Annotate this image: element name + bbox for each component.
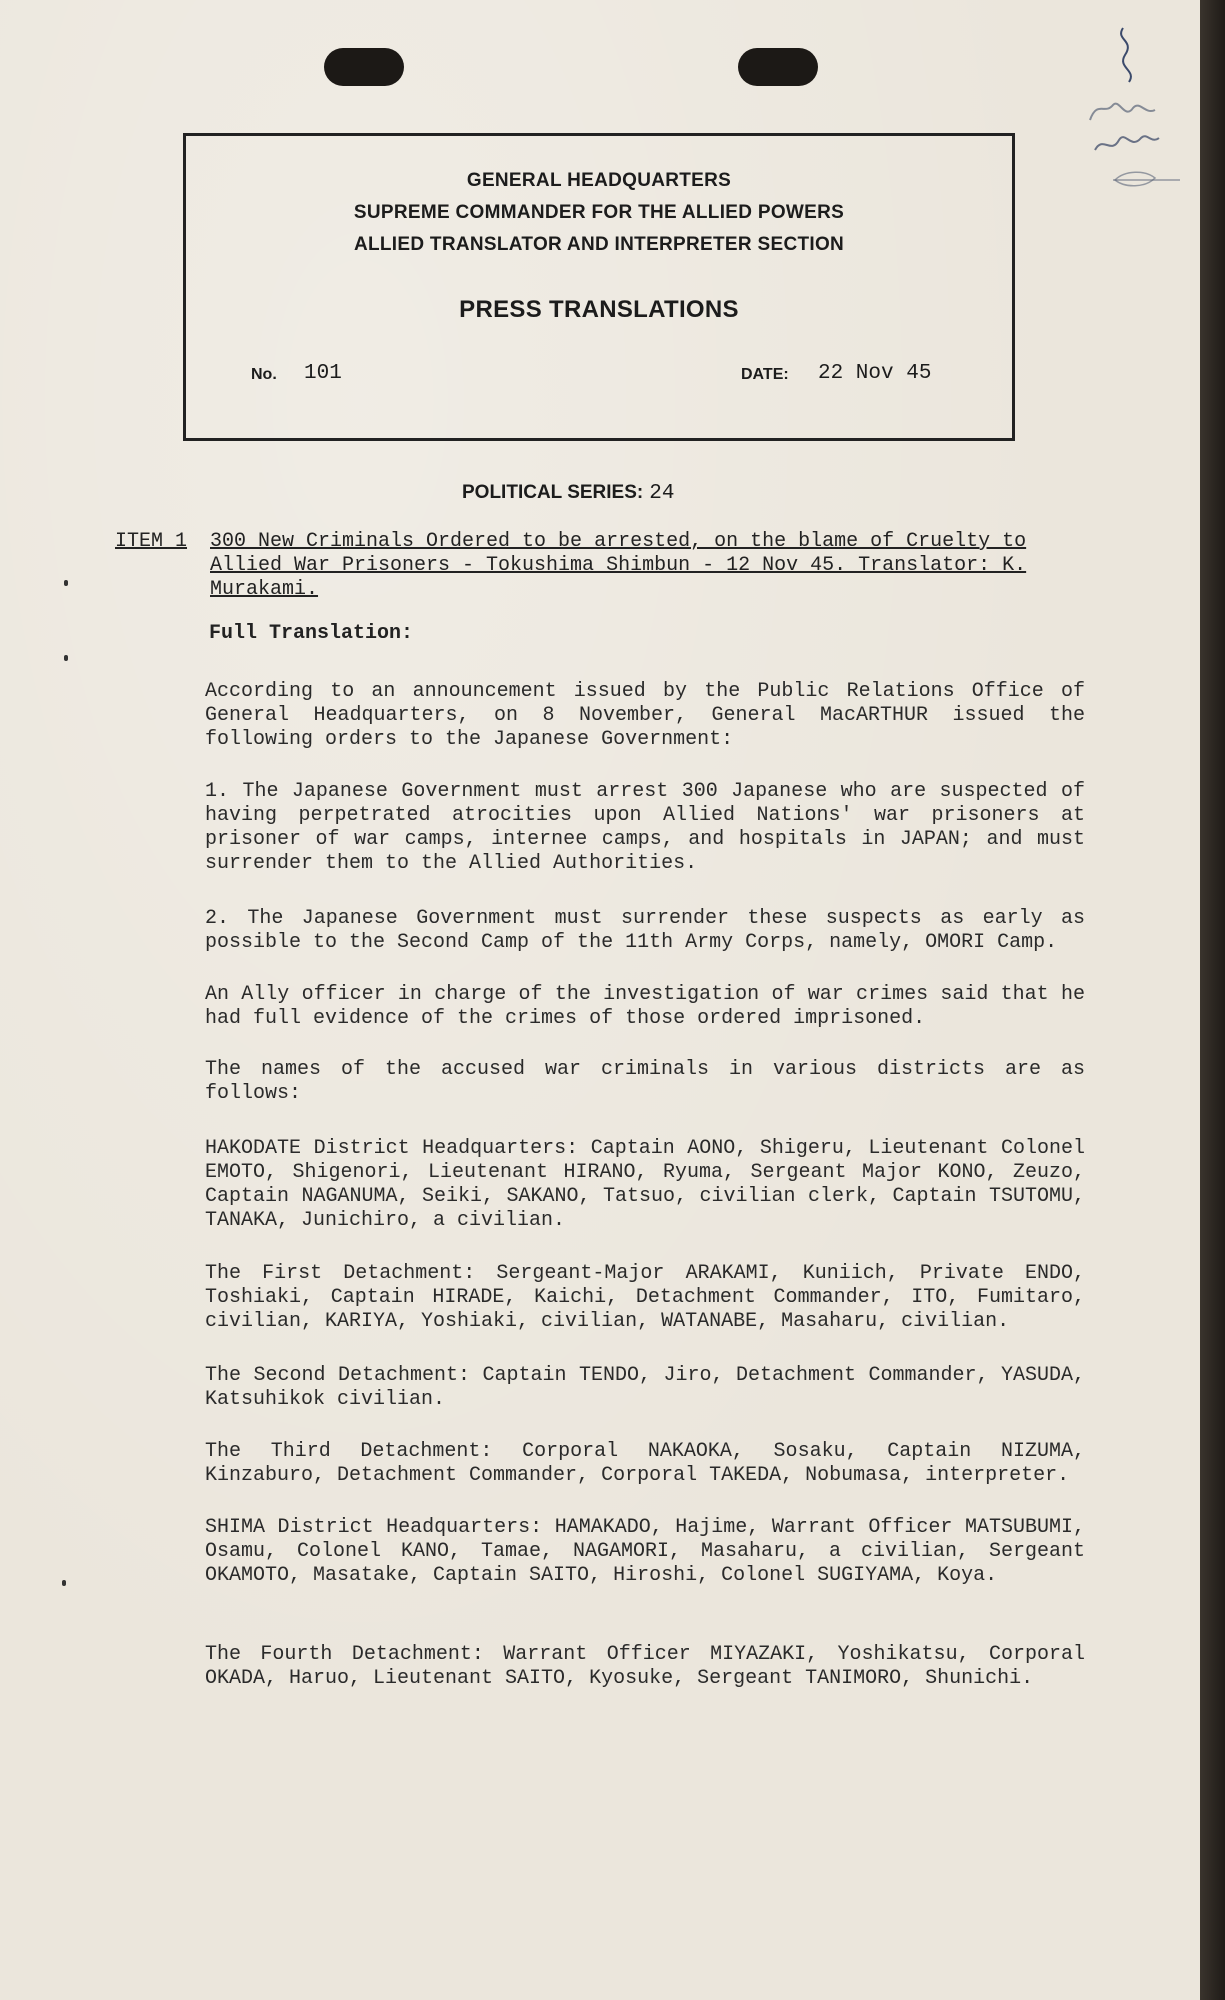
paragraph-officer-statement: An Ally officer in charge of the investigation of war crimes said that he had full evidence of the crimes of those ordered imprisoned. bbox=[205, 983, 1085, 1030]
series-number: 24 bbox=[649, 482, 675, 505]
series-label: POLITICAL SERIES: bbox=[462, 482, 644, 503]
margin-mark bbox=[62, 1580, 66, 1586]
paragraph-names-intro: The names of the accused war criminals in various districts are as follows: bbox=[205, 1058, 1085, 1105]
header-box bbox=[183, 133, 1015, 441]
paragraph-fourth-detachment: The Fourth Detachment: Warrant Officer MIYAZAKI, Yoshikatsu, Corporal OKADA, Haruo, Lieutenant SAITO, Kyosuke, Sergeant TANIMORO, Shunichi. bbox=[205, 1643, 1085, 1690]
paragraph-shima: SHIMA District Headquarters: HAMAKADO, Hajime, Warrant Officer MATSUBUMI, Osamu, Colonel KANO, Tamae, NAGAMORI, Masaharu, a civilian, Sergeant OKAMOTO, Masatake, Captain SAITO, Hiroshi, Colonel SUGIYAMA, Koya. bbox=[205, 1516, 1085, 1587]
item-label: ITEM 1 bbox=[115, 530, 188, 553]
date-value: 22 Nov 45 bbox=[818, 362, 932, 385]
paragraph-order-2: 2. The Japanese Government must surrender these suspects as early as possible to the Second Camp of the 11th Army Corps, namely, OMORI Camp. bbox=[205, 907, 1085, 954]
punch-hole-left bbox=[324, 48, 404, 86]
margin-mark bbox=[64, 580, 68, 586]
number-label: No. bbox=[251, 366, 277, 383]
paragraph-third-detachment: The Third Detachment: Corporal NAKAOKA, Sosaku, Captain NIZUMA, Kinzaburo, Detachment Commander, Corporal TAKEDA, Nobumasa, interpreter. bbox=[205, 1440, 1085, 1487]
page-edge bbox=[1200, 0, 1225, 2000]
handwritten-marks bbox=[1085, 20, 1195, 190]
punch-hole-right bbox=[738, 48, 818, 86]
paragraph-hakodate: HAKODATE District Headquarters: Captain AONO, Shigeru, Lieutenant Colonel EMOTO, Shigenori, Lieutenant HIRANO, Ryuma, Sergeant Major KONO, Zeuzo, Captain NAGANUMA, Seiki, SAKANO, Tatsuo, civilian clerk, Captain TSUTOMU, TANAKA, Junichiro, a civilian. bbox=[205, 1137, 1085, 1232]
header-line-2: SUPREME COMMANDER FOR THE ALLIED POWERS bbox=[353, 202, 845, 223]
paragraph-announcement: According to an announcement issued by the Public Relations Office of General Headquarters, on 8 November, General MacARTHUR issued the following orders to the Japanese Government: bbox=[205, 680, 1085, 751]
date-label: DATE: bbox=[741, 366, 789, 383]
political-series bbox=[462, 482, 674, 505]
header-line-3: ALLIED TRANSLATOR AND INTERPRETER SECTION bbox=[353, 234, 845, 255]
press-translations-title: PRESS TRANSLATIONS bbox=[459, 296, 739, 323]
paragraph-first-detachment: The First Detachment: Sergeant-Major ARAKAMI, Kuniich, Private ENDO, Toshiaki, Captain HIRADE, Kaichi, Detachment Commander, ITO, Fumitaro, civilian, KARIYA, Yoshiaki, civilian, WATANABE, Masaharu, civilian. bbox=[205, 1262, 1085, 1333]
header-line-1: GENERAL HEADQUARTERS bbox=[466, 170, 732, 191]
paragraph-order-1: 1. The Japanese Government must arrest 300 Japanese who are suspected of having perpetrated atrocities upon Allied Nations' war prisoners at prisoner of war camps, internee camps, and hospitals in JAPAN; and must surrender them to the Allied Authorities. bbox=[205, 780, 1085, 875]
margin-mark bbox=[64, 655, 68, 661]
full-translation-label: Full Translation: bbox=[209, 622, 414, 645]
paragraph-second-detachment: The Second Detachment: Captain TENDO, Jiro, Detachment Commander, YASUDA, Katsuhikok civilian. bbox=[205, 1364, 1085, 1411]
item-title: 300 New Criminals Ordered to be arrested, on the blame of Cruelty to Allied War Prisoners - Tokushima Shimbun - 12 Nov 45. Translator: K. Murakami. bbox=[210, 530, 1027, 601]
number-value: 101 bbox=[304, 362, 342, 385]
